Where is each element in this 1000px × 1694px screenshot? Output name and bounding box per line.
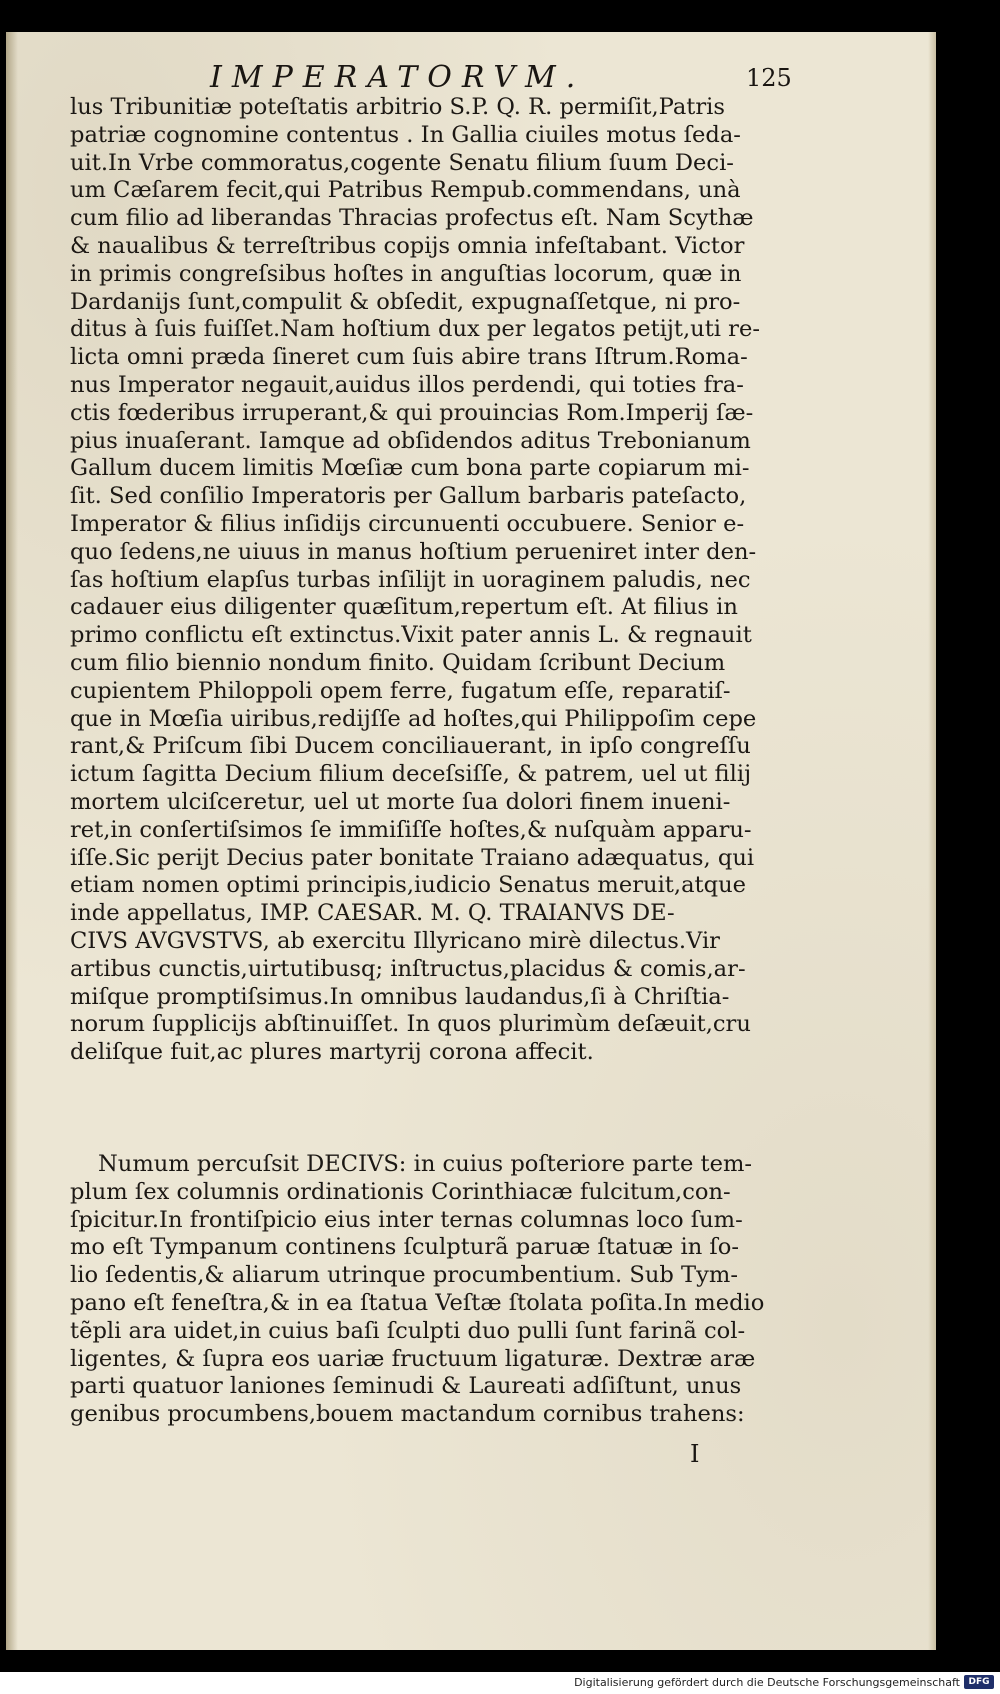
- text-line: ſpicitur.In frontiſpicio eius inter ternas columnas loco ſum-: [70, 1206, 743, 1233]
- funding-credit: Digitalisierung gefördert durch die Deutsche Forschungsgemeinschaft: [574, 1676, 960, 1689]
- text-line: cum filio biennio nondum finito. Quidam ſcribunt Decium: [70, 649, 726, 676]
- text-line: lio ſedentis,& aliarum utrinque procumbentium. Sub Tym-: [70, 1262, 738, 1289]
- text-line: Numum percuſsit DECIVS: in cuius poſteriore parte tem-: [98, 1151, 753, 1177]
- text-line: mortem ulciſceretur, uel ut morte ſua dolori finem inueni-: [70, 788, 731, 815]
- text-line: ctis fœderibus irruperant,& qui prouincias Rom.Imperij ſæ-: [70, 399, 754, 426]
- text-line: Dardanijs ſunt,compulit & obſedit, expugnaſſetque, ni pro-: [70, 288, 741, 315]
- folio-number: 125: [746, 64, 792, 92]
- text-line: ictum ſagitta Decium filium deceſsiſſe, & patrem, uel ut filij: [70, 761, 752, 788]
- text-line: ſas hoſtium elapſus turbas inſilijt in uoraginem paludis, nec: [70, 566, 751, 593]
- coin-description-paragraph: [70, 1151, 790, 1429]
- text-line: artibus cunctis,uirtutibusq; inſtructus,placidus & comis,ar-: [70, 955, 746, 982]
- text-line: etiam nomen optimi principis,iudicio Senatus meruit,atque: [70, 872, 747, 899]
- text-line: cupientem Philoppoli opem ferre, fugatum eſſe, reparatiſ-: [70, 677, 731, 704]
- text-line: primo conflictu eſt extinctus.Vixit pater annis L. & regnauit: [70, 622, 752, 649]
- text-line: in primis congreſsibus hoſtes in anguſtias locorum, quæ in: [70, 260, 742, 287]
- text-line: CIVS AVGVSTVS, ab exercitu Illyricano mirè dilectus.Vir: [70, 927, 720, 954]
- text-line: plum ſex columnis ordinationis Corinthiacæ fulcitum,con-: [70, 1178, 731, 1205]
- text-line: genibus procumbens,bouem mactandum cornibus trahens:: [70, 1401, 745, 1428]
- text-line: miſque promptiſsimus.In omnibus laudandus,ſi à Chriſtia-: [70, 983, 730, 1010]
- text-line: patriæ cognomine contentus . In Gallia ciuiles motus ſeda-: [70, 121, 741, 148]
- text-line: cum filio ad liberandas Thracias profectus eſt. Nam Scythæ: [70, 205, 754, 232]
- text-line: licta omni præda ſineret cum ſuis abire trans Iſtrum.Roma-: [70, 344, 748, 371]
- text-line: norum ſupplicijs abſtinuiſſet. In quos plurimùm deſæuit,cru: [70, 1011, 751, 1038]
- text-line: rant,& Priſcum ſibi Ducem conciliauerant, in ipſo congreſſu: [70, 733, 751, 760]
- dfg-logo: DFG: [964, 1675, 994, 1689]
- text-line: deliſque fuit,ac plures martyrij corona affecit.: [70, 1039, 594, 1066]
- main-paragraph: [70, 94, 790, 1067]
- text-line: nus Imperator negauit,auidus illos perdendi, qui toties fra-: [70, 371, 744, 398]
- signature-mark: I: [690, 1440, 700, 1468]
- text-line: lus Tribunitiæ poteſtatis arbitrio S.P. Q. R. permiſit,Patris: [70, 94, 725, 120]
- page-edge: [928, 32, 936, 1650]
- text-line: Imperator & filius inſidijs circunuenti occubuere. Senior e-: [70, 510, 745, 537]
- text-line: que in Mœſia uiribus,redijſſe ad hoſtes,qui Philippoſim cepe: [70, 705, 757, 732]
- text-line: Gallum ducem limitis Mœſiæ cum bona parte copiarum mi-: [70, 455, 750, 482]
- text-line: mo eſt Tympanum continens ſculpturã paruæ ſtatuæ in ſo-: [70, 1234, 740, 1261]
- text-line: ditus à ſuis fuiſſet.Nam hoſtium dux per legatos petijt,uti re-: [70, 316, 760, 343]
- text-line: pius inuaſerant. Iamque ad obſidendos aditus Trebonianum: [70, 427, 751, 454]
- footer-bar: [0, 1672, 1000, 1694]
- text-line: um Cæſarem fecit,qui Patribus Rempub.commendans, unà: [70, 177, 741, 204]
- text-line: ret,in conſertiſsimos ſe immiſiſſe hoſtes,& nuſquàm apparu-: [70, 816, 752, 843]
- text-line: pano eſt feneſtra,& in ea ſtatua Veſtæ ſtolata poſita.In medio: [70, 1289, 765, 1316]
- text-line: uit.In Vrbe commoratus,cogente Senatu filium ſuum Deci-: [70, 149, 734, 176]
- text-line: quo ſedens,ne uiuus in manus hoſtium perueniret inter den-: [70, 538, 757, 565]
- text-line: ſit. Sed conſilio Imperatoris per Gallum barbaris pateſacto,: [70, 483, 747, 510]
- running-head: IMPERATORVM.: [210, 60, 586, 95]
- text-line: inde appellatus, IMP. CAESAR. M. Q. TRAIANVS DE-: [70, 900, 675, 927]
- text-line: parti quatuor laniones ſeminudi & Laureati adſiſtunt, unus: [70, 1373, 742, 1400]
- text-line: & naualibus & terreſtribus copijs omnia infeſtabant. Victor: [70, 232, 745, 259]
- page-gutter-shadow: [6, 32, 18, 1650]
- text-line: ligentes, & ſupra eos uariæ fructuum ligaturæ. Dextræ aræ: [70, 1345, 756, 1372]
- text-line: iſſe.Sic perijt Decius pater bonitate Traiano adæquatus, qui: [70, 844, 755, 871]
- text-line: tẽpli ara uidet,in cuius baſi ſculpti duo pulli ſunt farinã col-: [70, 1317, 746, 1344]
- text-line: cadauer eius diligenter quæſitum,repertum eſt. At filius in: [70, 594, 738, 621]
